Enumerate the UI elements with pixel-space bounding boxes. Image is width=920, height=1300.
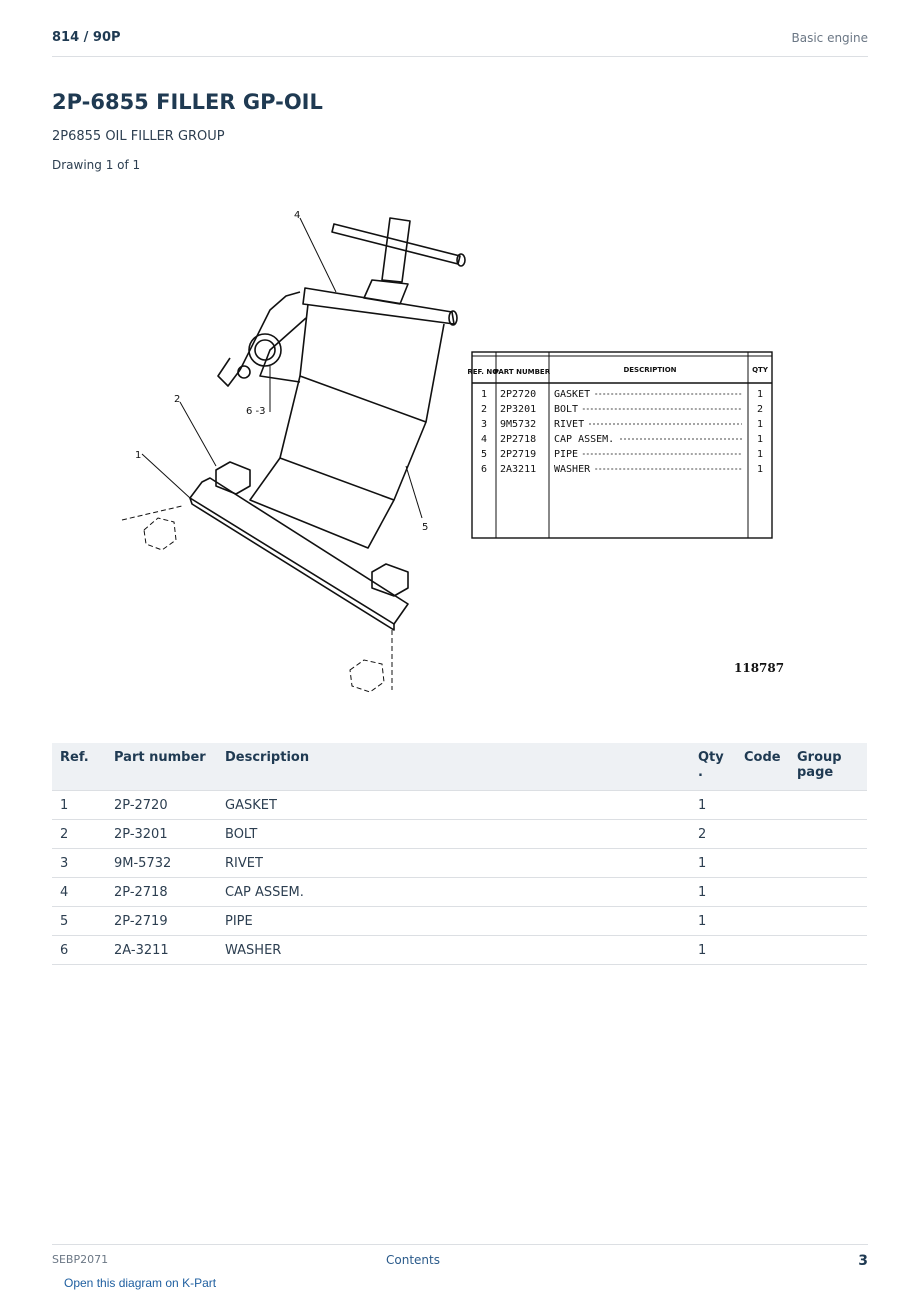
section-name: Basic engine	[791, 31, 868, 45]
drawing-count: Drawing 1 of 1	[52, 158, 141, 172]
cell-group-page	[789, 849, 867, 878]
inset-header-desc: DESCRIPTION	[623, 366, 677, 374]
inset-cell-desc: CAP ASSEM.	[554, 434, 615, 445]
cell-ref: 3	[52, 849, 106, 878]
contents-link[interactable]: Contents	[386, 1253, 440, 1267]
page-number: 3	[858, 1253, 868, 1269]
cell-code	[736, 907, 789, 936]
col-header-qty	[690, 743, 736, 791]
group-subtitle: 2P6855 OIL FILLER GROUP	[52, 129, 225, 144]
table-row	[52, 907, 867, 936]
inset-cell-ref: 1	[480, 389, 488, 400]
cell-code	[736, 791, 789, 820]
inset-cell-qty: 1	[756, 464, 764, 475]
table-row	[52, 936, 867, 965]
filler-illustration	[190, 218, 465, 630]
cell-ref: 2	[52, 820, 106, 849]
open-kpart-link[interactable]: Open this diagram on K-Part	[64, 1276, 217, 1290]
cell-ref: 4	[52, 878, 106, 907]
cell-code	[736, 878, 789, 907]
col-header-description: Description	[217, 743, 690, 791]
parts-table	[52, 743, 867, 965]
callout-4: 4	[294, 210, 301, 221]
cell-group-page	[789, 936, 867, 965]
cell-part-number: 2A-3211	[106, 936, 217, 965]
callout-leaders	[142, 218, 422, 518]
inset-cell-ref: 3	[480, 419, 488, 430]
cell-qty: 1	[690, 936, 736, 965]
model-breadcrumb: 814 / 90P	[52, 30, 121, 45]
inset-cell-part: 2P2719	[500, 449, 537, 460]
hidden-bolt-outlines	[122, 506, 392, 692]
page-header	[52, 28, 868, 57]
inset-cell-desc: GASKET	[554, 389, 591, 400]
cell-description: GASKET	[217, 791, 690, 820]
cell-ref: 5	[52, 907, 106, 936]
col-header-code: Code	[736, 743, 789, 791]
cell-part-number: 2P-2718	[106, 878, 217, 907]
inset-cell-qty: 1	[756, 434, 764, 445]
inset-cell-qty: 1	[756, 419, 764, 430]
inset-cell-qty: 1	[756, 449, 764, 460]
cell-ref: 1	[52, 791, 106, 820]
group-header-text: Group page	[797, 750, 842, 780]
cell-group-page	[789, 907, 867, 936]
cell-code	[736, 820, 789, 849]
cell-qty: 2	[690, 820, 736, 849]
inset-header-part: PART NUMBER	[493, 368, 551, 376]
inset-cell-ref: 5	[480, 449, 488, 460]
callout-1: 1	[135, 450, 142, 461]
cell-description: RIVET	[217, 849, 690, 878]
exploded-view-drawing	[110, 200, 790, 700]
cell-description: BOLT	[217, 820, 690, 849]
cell-qty: 1	[690, 907, 736, 936]
inset-cell-part: 2P3201	[500, 404, 537, 415]
page-footer	[52, 1244, 868, 1275]
col-header-ref: Ref.	[52, 743, 106, 791]
inset-cell-qty: 2	[756, 404, 764, 415]
inset-cell-ref: 6	[480, 464, 488, 475]
inset-parts-table	[467, 352, 772, 538]
cell-description: CAP ASSEM.	[217, 878, 690, 907]
cell-code	[736, 849, 789, 878]
cell-qty: 1	[690, 878, 736, 907]
table-row	[52, 878, 867, 907]
cell-ref: 6	[52, 936, 106, 965]
callout-2: 2	[174, 394, 181, 405]
cell-group-page	[789, 820, 867, 849]
drawing-number: 118787	[734, 661, 785, 675]
qty-header-text: Qty .	[698, 750, 724, 780]
inset-cell-qty: 1	[756, 389, 764, 400]
table-row	[52, 791, 867, 820]
parts-diagram	[110, 200, 790, 700]
inset-header-ref: REF. NO.	[467, 368, 501, 376]
cell-code	[736, 936, 789, 965]
page-title: 2P-6855 FILLER GP-OIL	[52, 90, 323, 114]
cell-description: WASHER	[217, 936, 690, 965]
cell-group-page	[789, 878, 867, 907]
inset-cell-desc: WASHER	[554, 464, 591, 475]
cell-group-page	[789, 791, 867, 820]
table-row	[52, 820, 867, 849]
cell-qty: 1	[690, 791, 736, 820]
inset-cell-ref: 4	[480, 434, 488, 445]
inset-cell-part: 2P2718	[500, 434, 537, 445]
cell-qty: 1	[690, 849, 736, 878]
cell-description: PIPE	[217, 907, 690, 936]
inset-cell-part: 2P2720	[500, 389, 537, 400]
inset-header-qty: QTY	[752, 366, 768, 374]
inset-cell-desc: BOLT	[554, 404, 579, 415]
document-id: SEBP2071	[52, 1253, 109, 1266]
col-header-group-page	[789, 743, 867, 791]
cell-part-number: 2P-3201	[106, 820, 217, 849]
inset-cell-ref: 2	[480, 404, 488, 415]
cell-part-number: 9M-5732	[106, 849, 217, 878]
col-header-part-number: Part number	[106, 743, 217, 791]
inset-cell-desc: PIPE	[554, 449, 579, 460]
callout-6-3: 6 -3	[246, 406, 266, 417]
table-row	[52, 849, 867, 878]
cell-part-number: 2P-2720	[106, 791, 217, 820]
callout-5: 5	[422, 522, 429, 533]
inset-cell-part: 2A3211	[500, 464, 537, 475]
table-header-row	[52, 743, 867, 791]
inset-cell-part: 9M5732	[500, 419, 537, 430]
inset-cell-desc: RIVET	[554, 419, 585, 430]
cell-part-number: 2P-2719	[106, 907, 217, 936]
